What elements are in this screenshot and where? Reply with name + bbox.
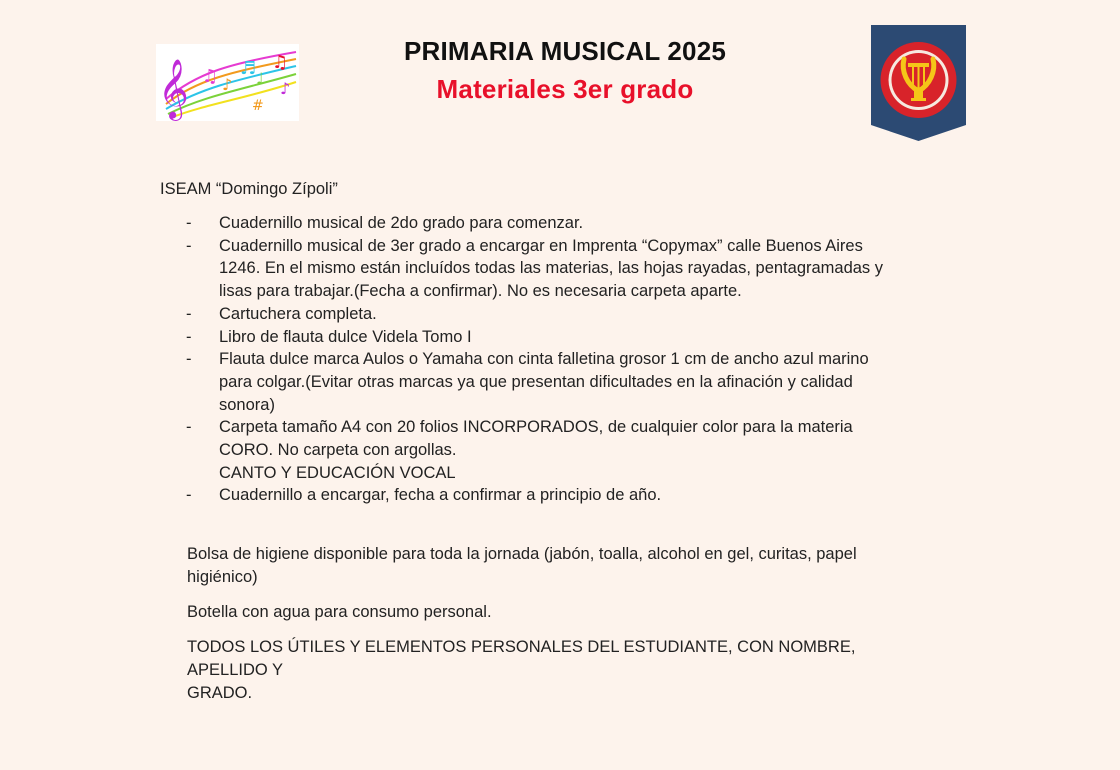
list-marker: - <box>186 327 192 346</box>
materials-list <box>186 212 926 507</box>
note-water-bottle <box>187 601 927 624</box>
note-line: Botella con agua para consumo personal. <box>187 603 492 621</box>
list-item-line: Flauta dulce marca Aulos o Yamaha con cinta falletina grosor 1 cm de ancho azul marino <box>219 350 869 369</box>
svg-text:♫: ♫ <box>272 52 289 73</box>
svg-text:𝄞: 𝄞 <box>158 59 189 119</box>
list-item <box>186 303 926 326</box>
svg-text:♪: ♪ <box>222 75 233 94</box>
list-item-line: Cuadernillo a encargar, fecha a confirmar a principio de año. <box>219 486 662 505</box>
note-line: GRADO. <box>187 684 253 702</box>
svg-text:♩: ♩ <box>256 69 264 88</box>
list-marker: - <box>186 304 192 323</box>
note-labeling <box>187 636 927 705</box>
svg-text:♪: ♪ <box>280 79 291 98</box>
page-title: PRIMARIA MUSICAL 2025 <box>403 36 727 66</box>
list-item-line: Cartuchera completa. <box>219 304 377 323</box>
music-notes-logo <box>156 44 299 121</box>
list-marker: - <box>186 486 192 505</box>
note-line: TODOS LOS ÚTILES Y ELEMENTOS PERSONALES DEL ESTUDIANTE, CON NOMBRE, APELLIDO Y <box>187 638 856 679</box>
list-item <box>186 235 926 303</box>
list-item-line: sonora) <box>219 395 275 414</box>
list-item-line: CORO. No carpeta con argollas. <box>219 441 457 460</box>
list-item-line: CANTO Y EDUCACIÓN VOCAL <box>219 463 456 482</box>
list-item-line: Libro de flauta dulce Videla Tomo I <box>219 327 472 346</box>
svg-text:♫: ♫ <box>202 66 219 87</box>
list-marker: - <box>186 214 192 232</box>
page-subtitle: Materiales 3er grado <box>436 74 694 104</box>
list-item <box>186 484 926 507</box>
list-marker: - <box>186 350 192 369</box>
note-line: higiénico) <box>187 568 258 586</box>
music-notes-icon <box>156 44 299 121</box>
list-item-line: 1246. En el mismo están incluídos todas las materias, las hojas rayadas, pentagramadas y <box>219 259 884 278</box>
list-item-line: lisas para trabajar.(Fecha a confirmar). No es necesaria carpeta aparte. <box>219 282 742 301</box>
list-marker: - <box>186 418 192 437</box>
note-line: Bolsa de higiene disponible para toda la jornada (jabón, toalla, alcohol en gel, curitas, papel <box>187 545 857 563</box>
list-item <box>186 212 926 235</box>
list-item-line: Carpeta tamaño A4 con 20 folios INCORPORADOS, de cualquier color para la materia <box>219 418 853 437</box>
list-item-line: para colgar.(Evitar otras marcas ya que presentan dificultades en la afinación y calidad <box>219 372 853 391</box>
lyre-crest-icon <box>871 25 966 141</box>
svg-text:♬: ♬ <box>240 58 257 79</box>
note-hygiene-bag <box>187 543 927 589</box>
list-marker: - <box>186 236 192 255</box>
list-item <box>186 348 926 416</box>
list-item-line: Cuadernillo musical de 3er grado a encargar en Imprenta “Copymax” calle Buenos Aires <box>219 236 863 255</box>
svg-text:#: # <box>252 98 264 114</box>
school-crest-logo <box>871 25 966 141</box>
list-item-line: Cuadernillo musical de 2do grado para comenzar. <box>219 214 584 232</box>
list-item <box>186 416 926 484</box>
list-item <box>186 326 926 349</box>
school-name: ISEAM “Domingo Zípoli” <box>160 180 338 198</box>
